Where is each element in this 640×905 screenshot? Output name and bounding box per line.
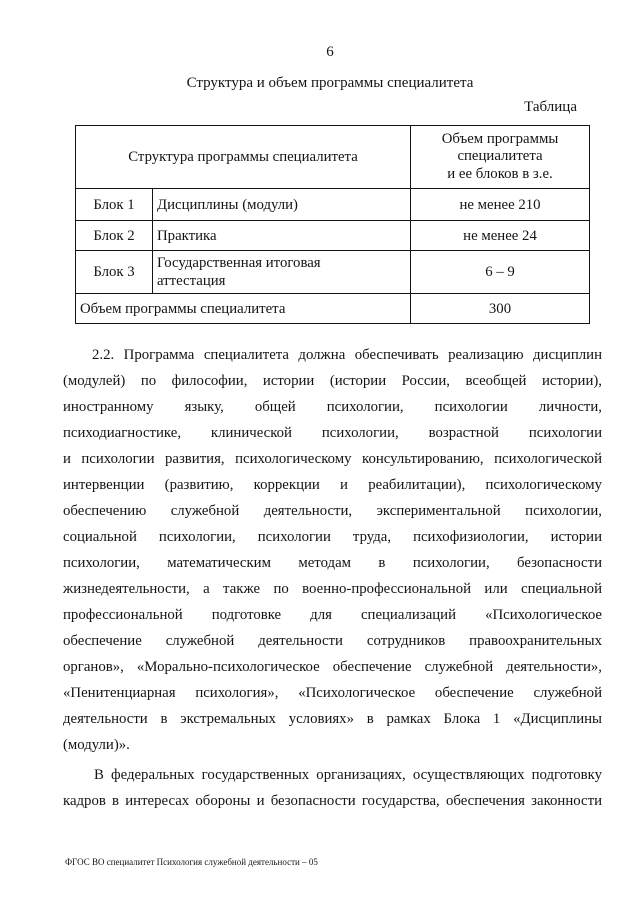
paragraph-line: (модули)».: [63, 737, 130, 753]
paragraph-line: деятельности в экстремальных условиях» в рамках Блока 1 «Дисциплины: [63, 711, 602, 727]
paragraph-line: интервенции (развитию, коррекции и реабилитации), психологическому: [63, 477, 602, 493]
table-row: [76, 189, 590, 221]
header-volume-line: специалитета: [457, 148, 543, 165]
paragraph-line: иностранному языку, общей психологии, психологии личности,: [63, 399, 602, 415]
paragraph-line: органов», «Морально-психологическое обеспечение служебной деятельности»,: [63, 659, 602, 675]
block-number-cell: Блок 1: [76, 189, 153, 221]
paragraph-line: профессиональной подготовке для специализаций «Психологическое: [63, 607, 602, 623]
paragraph-line: кадров в интересах обороны и безопасности государства, обеспечения законности: [63, 793, 602, 809]
total-volume-cell: 300: [411, 294, 590, 324]
page-number: 6: [326, 44, 334, 60]
block-name-cell: Практика: [153, 221, 411, 251]
program-structure-table: [75, 125, 590, 324]
paragraph-line: жизнедеятельности, а также по военно-профессиональной или специальной: [63, 581, 602, 597]
block-number-cell: Блок 2: [76, 221, 153, 251]
block-name-text: Государственная итоговая аттестация: [157, 255, 321, 289]
block-volume-cell: 6 – 9: [411, 251, 590, 294]
paragraph-line: В федеральных государственных организациях, осуществляющих подготовку: [94, 767, 602, 783]
paragraph-line: психологии, математическим методам в психологии, безопасности: [63, 555, 602, 571]
footer-document-code: ФГОС ВО специалитет Психология служебной деятельности – 05: [65, 857, 318, 867]
block-name-cell: Дисциплины (модули): [153, 189, 411, 221]
paragraph-2-2: [63, 342, 602, 758]
paragraph-line: (модулей) по философии, истории (истории России, всеобщей истории),: [63, 373, 602, 389]
table-row: [76, 251, 590, 294]
section-title: Структура и объем программы специалитета: [186, 75, 474, 91]
paragraph-line: социальной психологии, психологии труда, психофизиологии, истории: [63, 529, 602, 545]
block-volume-cell: не менее 210: [411, 189, 590, 221]
paragraph-line: обеспечению служебной деятельности, экспериментальной психологии,: [63, 503, 602, 519]
header-volume-line: и ее блоков в з.е.: [447, 165, 553, 182]
paragraph-line: «Пенитенциарная психология», «Психологическое обеспечение служебной: [63, 685, 602, 701]
paragraph-line: психодиагностике, клинической психологии, возрастной психологии: [63, 425, 602, 441]
table-label: Таблица: [524, 99, 577, 115]
paragraph-line: обеспечение служебной деятельности сотрудников правоохранительных: [63, 633, 602, 649]
header-structure-cell: [76, 126, 411, 189]
block-volume-cell: не менее 24: [411, 221, 590, 251]
paragraph-federal-organizations: [63, 762, 602, 814]
table-row: [76, 221, 590, 251]
header-volume-line: Объем программы: [441, 130, 559, 147]
table-header-row: [76, 126, 590, 189]
block-name-cell: [153, 251, 411, 294]
paragraph-line: 2.2. Программа специалитета должна обеспечивать реализацию дисциплин: [92, 347, 602, 363]
table-total-row: [76, 294, 590, 324]
paragraph-line: и психологии развития, психологическому консультированию, психологической: [63, 451, 602, 467]
total-label-cell: Объем программы специалитета: [76, 294, 411, 324]
block-number-cell: Блок 3: [76, 251, 153, 294]
header-volume-cell: [411, 126, 590, 189]
header-structure-label: Структура программы специалитета: [128, 149, 358, 165]
